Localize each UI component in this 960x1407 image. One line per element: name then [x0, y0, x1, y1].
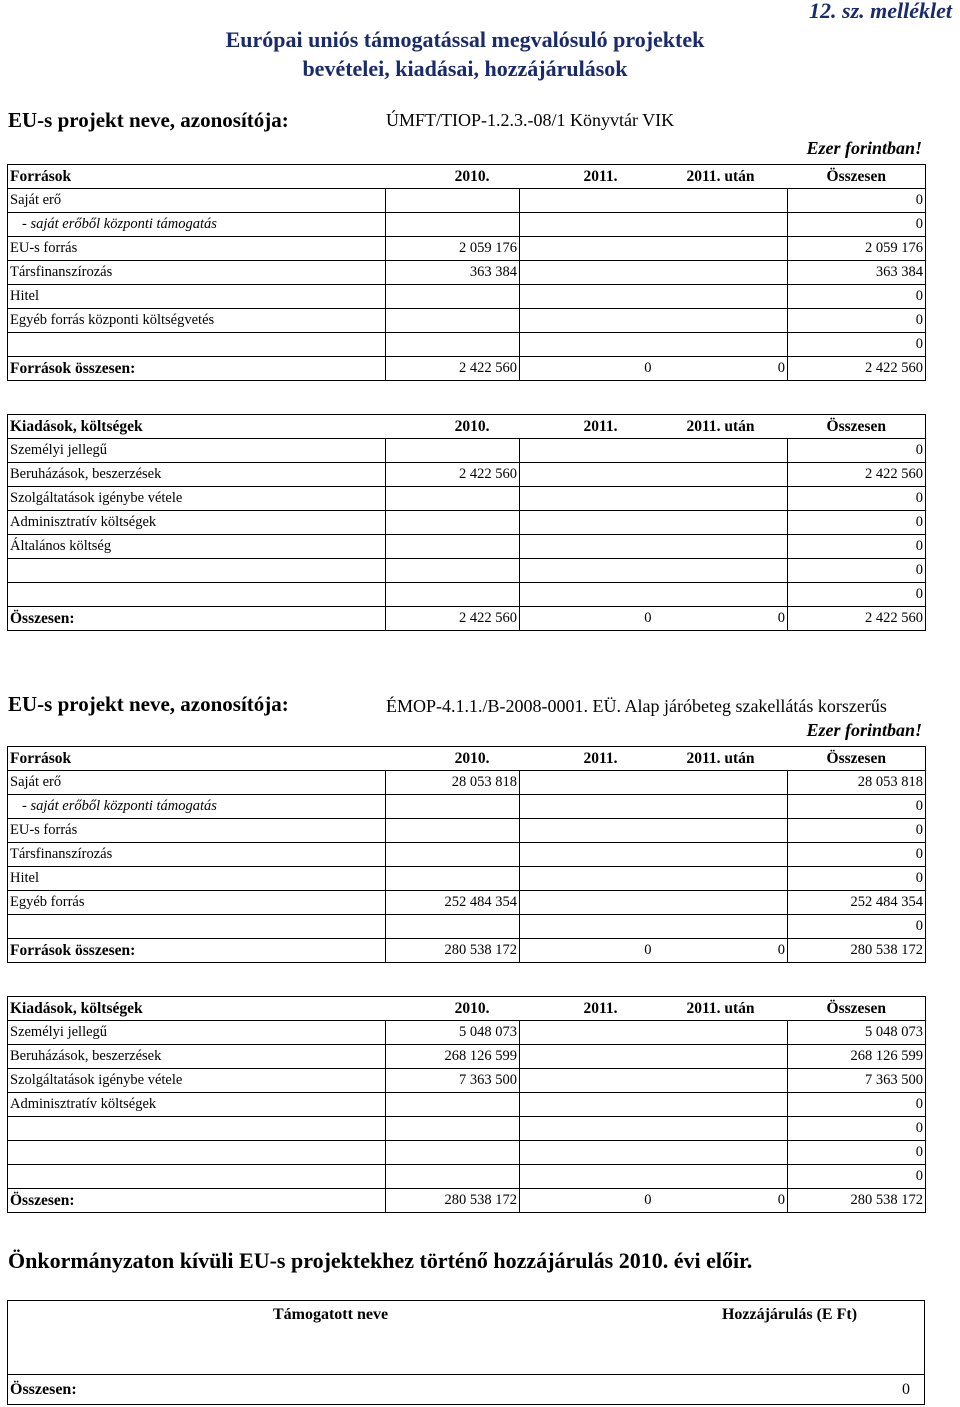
project1-expenses-row-cell — [386, 439, 520, 463]
project1-sources-row-cell — [654, 285, 788, 309]
project2-sources-row-cell: 0 — [788, 819, 926, 843]
project1-expenses-total-row-cell: 2 422 560 — [788, 607, 926, 631]
project2-expenses-row — [8, 1021, 926, 1045]
project2-sources-total-row-cell: Források összesen: — [8, 939, 386, 963]
project1-expenses-row-cell — [520, 559, 654, 583]
project2-sources-row-cell — [520, 843, 654, 867]
project1-sources-row-cell: 0 — [788, 213, 926, 237]
project1-expenses-row-cell — [386, 583, 520, 607]
project2-expenses-row-cell — [386, 1141, 520, 1165]
project2-sources-total-row-cell: 0 — [520, 939, 654, 963]
page-title-line2: bevételei, kiadásai, hozzájárulások — [302, 56, 628, 81]
project1-expenses-total-row — [8, 607, 926, 631]
project2-expenses-total-row-cell: 280 538 172 — [386, 1189, 520, 1213]
project1-sources-total-row — [8, 357, 926, 381]
project1-sources-row-cell — [520, 213, 654, 237]
project2-sources-header-cell: 2011. után — [654, 747, 788, 771]
project1-sources-row — [8, 213, 926, 237]
project1-expenses-row-cell: 0 — [788, 439, 926, 463]
project1-expenses-row-cell: Szolgáltatások igénybe vétele — [8, 487, 386, 511]
project2-expenses-row-cell — [520, 1045, 654, 1069]
project2-expenses-total-row — [8, 1189, 926, 1213]
project2-expenses-row — [8, 1117, 926, 1141]
project2-sources-row-cell: - saját erőből központi támogatás — [8, 795, 386, 819]
project2-sources-row-cell: Saját erő — [8, 771, 386, 795]
project1-sources-row-cell — [386, 285, 520, 309]
project2-sources-row-cell — [520, 795, 654, 819]
project1-expenses-row-cell: Adminisztratív költségek — [8, 511, 386, 535]
project2-sources-row-cell — [8, 915, 386, 939]
project1-sources-row-cell: - saját erőből központi támogatás — [8, 213, 386, 237]
project1-sources-row-cell: Társfinanszírozás — [8, 261, 386, 285]
project2-expenses-row-cell — [654, 1165, 788, 1189]
project1-expenses-row-cell — [386, 535, 520, 559]
project2-sources-header-row — [8, 747, 926, 771]
project1-expenses-row-cell: 2 422 560 — [788, 463, 926, 487]
project2-sources-header-cell: Összesen — [788, 747, 926, 771]
project2-expenses-row-cell — [386, 1165, 520, 1189]
project2-sources-row-cell: 0 — [788, 843, 926, 867]
project1-sources-row-cell — [386, 213, 520, 237]
project1-expenses-row-cell — [386, 511, 520, 535]
contribution-total-label: Összesen: — [8, 1375, 656, 1405]
project1-expenses-row-cell: 0 — [788, 511, 926, 535]
project2-sources-row-cell — [520, 771, 654, 795]
project1-expenses-row-cell — [520, 463, 654, 487]
project2-sources-total-row-cell: 280 538 172 — [788, 939, 926, 963]
project1-expenses-total-row-cell: 2 422 560 — [386, 607, 520, 631]
project2-expenses-row — [8, 1093, 926, 1117]
project1-sources-row — [8, 237, 926, 261]
project2-expenses-row — [8, 1165, 926, 1189]
supported-name-header: Támogatott neve — [272, 1306, 389, 1323]
project2-expenses-row-cell: 0 — [788, 1093, 926, 1117]
project1-expenses-row-cell — [386, 487, 520, 511]
project2-sources-row-cell: 28 053 818 — [788, 771, 926, 795]
supported-name-header-cell — [8, 1301, 656, 1375]
project1-expenses-row-cell: 0 — [788, 535, 926, 559]
project2-sources-row-cell — [386, 819, 520, 843]
project2-expenses-row-cell: Szolgáltatások igénybe vétele — [8, 1069, 386, 1093]
project1-label: EU-s projekt neve, azonosítója: — [8, 108, 289, 132]
project2-sources-row-cell: EU-s forrás — [8, 819, 386, 843]
project2-sources-row-cell — [654, 843, 788, 867]
project2-sources-total-row — [8, 939, 926, 963]
project2-expenses-row — [8, 1141, 926, 1165]
project1-sources-header-cell: Összesen — [788, 165, 926, 189]
project2-expenses-header-cell: 2011. — [520, 997, 654, 1021]
project2-sources-row-cell — [386, 867, 520, 891]
project1-name: ÚMFT/TIOP-1.2.3.-08/1 Könyvtár VIK — [386, 110, 675, 130]
project2-sources-total-row-cell: 280 538 172 — [386, 939, 520, 963]
project1-sources-header-cell: Források — [8, 165, 386, 189]
project2-sources-row — [8, 795, 926, 819]
project2-expenses-header-cell: 2011. után — [654, 997, 788, 1021]
project1-expenses-row-cell — [386, 559, 520, 583]
project2-sources-row-cell: 252 484 354 — [788, 891, 926, 915]
project1-expenses-row-cell: 0 — [788, 559, 926, 583]
project2-sources-row-cell — [386, 915, 520, 939]
project2-expenses-row-cell — [8, 1141, 386, 1165]
project2-sources-row-cell — [654, 795, 788, 819]
project1-sources-row-cell — [654, 213, 788, 237]
project1-expenses-row — [8, 511, 926, 535]
project2-expenses-row-cell: 5 048 073 — [788, 1021, 926, 1045]
project1-sources-row-cell: Hitel — [8, 285, 386, 309]
project1-sources-row — [8, 333, 926, 357]
project2-sources-row — [8, 891, 926, 915]
project2-sources-row-cell — [654, 819, 788, 843]
project2-name: ÉMOP-4.1.1./B-2008-0001. EÜ. Alap járóbeteg szakellátás korszerűs — [386, 696, 887, 716]
project2-expenses-row-cell: 7 363 500 — [386, 1069, 520, 1093]
project1-expenses-row — [8, 559, 926, 583]
project2-expenses-row-cell — [520, 1093, 654, 1117]
project2-expenses-row-cell — [654, 1045, 788, 1069]
project2-expenses-row — [8, 1045, 926, 1069]
project2-expenses-row-cell: 0 — [788, 1141, 926, 1165]
project2-sources-row-cell — [520, 819, 654, 843]
project2-sources-row-cell: 252 484 354 — [386, 891, 520, 915]
project2-sources-row-cell: 0 — [788, 867, 926, 891]
project1-expenses-row-cell — [654, 463, 788, 487]
project1-unit: Ezer forintban! — [806, 138, 922, 158]
project2-sources-row — [8, 819, 926, 843]
project2-expenses-row-cell — [520, 1021, 654, 1045]
project1-sources-row-cell: 0 — [788, 189, 926, 213]
project1-sources-row-cell — [520, 309, 654, 333]
project2-expenses-row-cell: 0 — [788, 1117, 926, 1141]
project1-sources-row-cell — [8, 333, 386, 357]
project2-sources-header-cell: 2010. — [386, 747, 520, 771]
contribution-title: Önkormányzaton kívüli EU-s projektekhez történő hozzájárulás 2010. évi előir. — [8, 1248, 753, 1273]
project2-sources-row — [8, 843, 926, 867]
project2-expenses-row-cell — [386, 1117, 520, 1141]
project2-expenses-row — [8, 1069, 926, 1093]
project1-expenses-row-cell — [654, 559, 788, 583]
contribution-header-cell — [655, 1301, 925, 1375]
project1-expenses-row-cell — [520, 535, 654, 559]
project1-sources-row-cell: 363 384 — [788, 261, 926, 285]
project1-sources-total-row-cell: 0 — [654, 357, 788, 381]
project2-sources-row-cell: 0 — [788, 915, 926, 939]
project1-sources-row-cell — [654, 309, 788, 333]
project1-sources-row-cell — [520, 285, 654, 309]
project1-sources-header-row — [8, 165, 926, 189]
contribution-header: Hozzájárulás (E Ft) — [721, 1306, 858, 1323]
project1-expenses-row-cell: Beruházások, beszerzések — [8, 463, 386, 487]
project2-sources-row-cell — [520, 891, 654, 915]
project2-sources-row-cell — [386, 795, 520, 819]
project2-sources-total-row-cell: 0 — [654, 939, 788, 963]
project1-sources-row-cell — [520, 333, 654, 357]
project2-expenses-table — [7, 996, 926, 1213]
project1-expenses-row-cell — [8, 583, 386, 607]
project1-sources-row-cell: 0 — [788, 309, 926, 333]
project1-expenses-row-cell: 2 422 560 — [386, 463, 520, 487]
project2-sources-row — [8, 867, 926, 891]
project1-sources-row-cell — [386, 189, 520, 213]
project2-sources-row-cell — [386, 843, 520, 867]
project1-expenses-row-cell: Személyi jellegű — [8, 439, 386, 463]
project2-expenses-row-cell — [654, 1117, 788, 1141]
project1-sources-row-cell — [386, 333, 520, 357]
project1-expenses-row-cell — [520, 511, 654, 535]
project1-sources-total-row-cell: 2 422 560 — [386, 357, 520, 381]
project2-expenses-row-cell: Adminisztratív költségek — [8, 1093, 386, 1117]
project2-expenses-total-row-cell: 0 — [520, 1189, 654, 1213]
project2-expenses-row-cell — [520, 1165, 654, 1189]
contribution-total-value: 0 — [655, 1375, 925, 1405]
project1-expenses-row — [8, 487, 926, 511]
project2-sources-table — [7, 746, 926, 963]
project1-expenses-total-row-cell: 0 — [654, 607, 788, 631]
project1-sources-total-row-cell: Források összesen: — [8, 357, 386, 381]
project2-expenses-row-cell: 5 048 073 — [386, 1021, 520, 1045]
project2-sources-row-cell: 0 — [788, 795, 926, 819]
project2-sources-row-cell: 28 053 818 — [386, 771, 520, 795]
project1-expenses-row-cell — [520, 439, 654, 463]
project1-expenses-row-cell: 0 — [788, 487, 926, 511]
project1-sources-total-row-cell: 0 — [520, 357, 654, 381]
project2-expenses-total-row-cell: 0 — [654, 1189, 788, 1213]
project2-expenses-row-cell — [654, 1069, 788, 1093]
project2-sources-row-cell — [520, 915, 654, 939]
project1-expenses-header-cell: 2011. után — [654, 415, 788, 439]
project2-sources-row-cell — [654, 891, 788, 915]
project1-expenses-row — [8, 463, 926, 487]
project1-sources-row-cell: 363 384 — [386, 261, 520, 285]
project1-sources-row — [8, 285, 926, 309]
annex-number: 12. sz. melléklet — [809, 0, 952, 23]
project1-expenses-row-cell — [654, 535, 788, 559]
project2-sources-row-cell — [654, 867, 788, 891]
project2-expenses-row-cell: 268 126 599 — [788, 1045, 926, 1069]
project2-sources-row-cell — [520, 867, 654, 891]
project1-sources-table — [7, 164, 926, 381]
project1-sources-header-cell: 2011. — [520, 165, 654, 189]
project1-expenses-row-cell — [520, 487, 654, 511]
project1-expenses-header-cell: Összesen — [788, 415, 926, 439]
project2-expenses-row-cell — [8, 1117, 386, 1141]
project2-expenses-row-cell: Beruházások, beszerzések — [8, 1045, 386, 1069]
project2-expenses-header-row — [8, 997, 926, 1021]
project1-sources-header-cell: 2011. után — [654, 165, 788, 189]
project1-expenses-total-row-cell: Összesen: — [8, 607, 386, 631]
project1-expenses-total-row-cell: 0 — [520, 607, 654, 631]
project2-expenses-row-cell — [520, 1141, 654, 1165]
project1-expenses-row-cell — [8, 559, 386, 583]
project2-expenses-row-cell — [654, 1021, 788, 1045]
project2-sources-row — [8, 771, 926, 795]
project1-expenses-header-cell: Kiadások, költségek — [8, 415, 386, 439]
project2-expenses-header-cell: Összesen — [788, 997, 926, 1021]
project2-expenses-row-cell: 268 126 599 — [386, 1045, 520, 1069]
project2-unit: Ezer forintban! — [806, 720, 922, 740]
project1-expenses-row-cell — [654, 583, 788, 607]
project1-sources-row-cell: 2 059 176 — [386, 237, 520, 261]
project1-expenses-row-cell — [520, 583, 654, 607]
project2-expenses-row-cell — [520, 1069, 654, 1093]
project1-sources-header-cell: 2010. — [386, 165, 520, 189]
project1-sources-row-cell — [386, 309, 520, 333]
project1-expenses-row-cell — [654, 487, 788, 511]
contribution-table — [7, 1300, 925, 1405]
project1-expenses-header-row — [8, 415, 926, 439]
project1-expenses-row — [8, 535, 926, 559]
project2-sources-row-cell: Egyéb forrás — [8, 891, 386, 915]
project1-sources-row-cell: Egyéb forrás központi költségvetés — [8, 309, 386, 333]
project1-sources-row-cell — [520, 261, 654, 285]
project1-sources-row-cell — [654, 333, 788, 357]
project2-label: EU-s projekt neve, azonosítója: — [8, 692, 289, 716]
project1-sources-row-cell — [520, 237, 654, 261]
project1-sources-row-cell — [654, 189, 788, 213]
project2-expenses-row-cell — [654, 1093, 788, 1117]
project2-sources-row-cell — [654, 771, 788, 795]
project2-expenses-row-cell — [654, 1141, 788, 1165]
project1-sources-row-cell: 2 059 176 — [788, 237, 926, 261]
project1-expenses-row — [8, 439, 926, 463]
project1-sources-total-row-cell: 2 422 560 — [788, 357, 926, 381]
project1-expenses-row-cell: 0 — [788, 583, 926, 607]
project2-expenses-row-cell — [520, 1117, 654, 1141]
project1-sources-row-cell — [654, 237, 788, 261]
page-title-line1: Európai uniós támogatással megvalósuló projektek — [225, 27, 705, 52]
project1-expenses-row-cell: Általános költség — [8, 535, 386, 559]
project2-sources-row-cell: Hitel — [8, 867, 386, 891]
project1-sources-row — [8, 261, 926, 285]
project1-sources-row-cell — [520, 189, 654, 213]
project1-expenses-table — [7, 414, 926, 631]
project1-sources-row-cell: Saját erő — [8, 189, 386, 213]
project2-sources-header-cell: Források — [8, 747, 386, 771]
project1-sources-row — [8, 189, 926, 213]
project1-sources-row-cell: 0 — [788, 285, 926, 309]
project2-expenses-header-cell: 2010. — [386, 997, 520, 1021]
project2-expenses-row-cell: Személyi jellegű — [8, 1021, 386, 1045]
project2-expenses-row-cell — [8, 1165, 386, 1189]
project2-expenses-header-cell: Kiadások, költségek — [8, 997, 386, 1021]
project2-expenses-row-cell — [386, 1093, 520, 1117]
project1-sources-row — [8, 309, 926, 333]
project2-sources-row — [8, 915, 926, 939]
project2-sources-header-cell: 2011. — [520, 747, 654, 771]
project2-expenses-total-row-cell: 280 538 172 — [788, 1189, 926, 1213]
project2-expenses-row-cell: 0 — [788, 1165, 926, 1189]
project1-expenses-header-cell: 2010. — [386, 415, 520, 439]
project1-expenses-row — [8, 583, 926, 607]
project2-expenses-total-row-cell: Összesen: — [8, 1189, 386, 1213]
project2-expenses-row-cell: 7 363 500 — [788, 1069, 926, 1093]
project1-expenses-row-cell — [654, 439, 788, 463]
project2-sources-row-cell: Társfinanszírozás — [8, 843, 386, 867]
project1-sources-row-cell: EU-s forrás — [8, 237, 386, 261]
project1-sources-row-cell — [654, 261, 788, 285]
project1-sources-row-cell: 0 — [788, 333, 926, 357]
project1-expenses-row-cell — [654, 511, 788, 535]
project1-expenses-header-cell: 2011. — [520, 415, 654, 439]
project2-sources-row-cell — [654, 915, 788, 939]
